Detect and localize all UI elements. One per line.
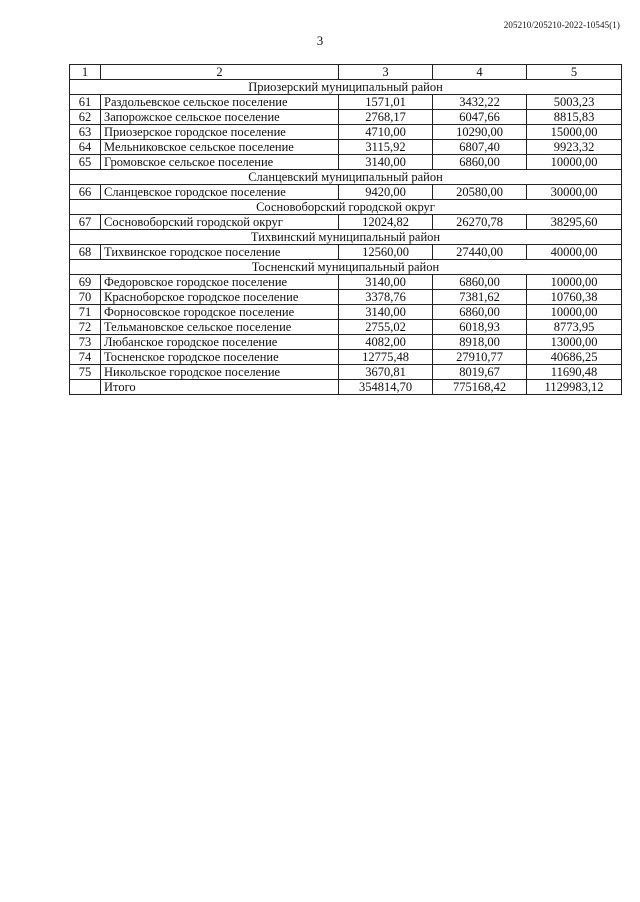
total-label: Итого xyxy=(101,380,339,395)
value-col-4: 3432,22 xyxy=(433,95,527,110)
value-col-3: 3115,92 xyxy=(339,140,433,155)
settlement-name: Никольское городское поселение xyxy=(101,365,339,380)
settlement-name: Федоровское городское поселение xyxy=(101,275,339,290)
value-col-5: 15000,00 xyxy=(527,125,622,140)
value-col-5: 8815,83 xyxy=(527,110,622,125)
value-col-4: 7381,62 xyxy=(433,290,527,305)
value-col-5: 40000,00 xyxy=(527,245,622,260)
table-row xyxy=(70,155,622,170)
value-col-3: 12024,82 xyxy=(339,215,433,230)
value-col-4: 20580,00 xyxy=(433,185,527,200)
budget-table xyxy=(69,64,622,395)
row-number: 62 xyxy=(70,110,101,125)
district-heading: Сланцевский муниципальный район xyxy=(70,170,622,185)
page-number: 3 xyxy=(316,33,324,48)
table-row xyxy=(70,185,622,200)
row-number: 75 xyxy=(70,365,101,380)
total-col-4: 775168,42 xyxy=(433,380,527,395)
row-number: 73 xyxy=(70,335,101,350)
group-header-row xyxy=(70,260,622,275)
value-col-5: 11690,48 xyxy=(527,365,622,380)
value-col-4: 10290,00 xyxy=(433,125,527,140)
document-id: 205210/205210-2022-10545(1) xyxy=(503,20,620,30)
district-heading: Тихвинский муниципальный район xyxy=(70,230,622,245)
table-row xyxy=(70,95,622,110)
value-col-4: 6047,66 xyxy=(433,110,527,125)
value-col-3: 3140,00 xyxy=(339,275,433,290)
table-row xyxy=(70,215,622,230)
table-row xyxy=(70,275,622,290)
value-col-3: 9420,00 xyxy=(339,185,433,200)
group-header-row xyxy=(70,80,622,95)
table-row xyxy=(70,245,622,260)
total-col-5: 1129983,12 xyxy=(527,380,622,395)
value-col-3: 4082,00 xyxy=(339,335,433,350)
value-col-5: 10760,38 xyxy=(527,290,622,305)
settlement-name: Раздольевское сельское поселение xyxy=(101,95,339,110)
table-row xyxy=(70,320,622,335)
value-col-3: 3140,00 xyxy=(339,305,433,320)
value-col-5: 38295,60 xyxy=(527,215,622,230)
settlement-name: Запорожское сельское поселение xyxy=(101,110,339,125)
district-heading: Сосновоборский городской округ xyxy=(70,200,622,215)
total-number xyxy=(70,380,101,395)
value-col-3: 3140,00 xyxy=(339,155,433,170)
table-row xyxy=(70,305,622,320)
settlement-name: Любанское городское поселение xyxy=(101,335,339,350)
settlement-name: Сосновоборский городской округ xyxy=(101,215,339,230)
row-number: 63 xyxy=(70,125,101,140)
district-heading: Тосненский муниципальный район xyxy=(70,260,622,275)
row-number: 74 xyxy=(70,350,101,365)
budget-table-body xyxy=(70,65,622,395)
row-number: 66 xyxy=(70,185,101,200)
value-col-3: 4710,00 xyxy=(339,125,433,140)
column-header: 3 xyxy=(339,65,433,80)
value-col-4: 27910,77 xyxy=(433,350,527,365)
value-col-5: 9923,32 xyxy=(527,140,622,155)
row-number: 65 xyxy=(70,155,101,170)
value-col-5: 10000,00 xyxy=(527,275,622,290)
value-col-3: 2768,17 xyxy=(339,110,433,125)
settlement-name: Тосненское городское поселение xyxy=(101,350,339,365)
value-col-4: 6860,00 xyxy=(433,305,527,320)
row-number: 71 xyxy=(70,305,101,320)
group-header-row xyxy=(70,200,622,215)
column-header: 2 xyxy=(101,65,339,80)
district-heading: Приозерский муниципальный район xyxy=(70,80,622,95)
table-row xyxy=(70,125,622,140)
row-number: 67 xyxy=(70,215,101,230)
value-col-5: 5003,23 xyxy=(527,95,622,110)
value-col-5: 13000,00 xyxy=(527,335,622,350)
table-row xyxy=(70,290,622,305)
value-col-4: 6807,40 xyxy=(433,140,527,155)
row-number: 72 xyxy=(70,320,101,335)
row-number: 69 xyxy=(70,275,101,290)
group-header-row xyxy=(70,230,622,245)
value-col-3: 3670,81 xyxy=(339,365,433,380)
column-header-row xyxy=(70,65,622,80)
table-row xyxy=(70,365,622,380)
total-row xyxy=(70,380,622,395)
value-col-4: 6860,00 xyxy=(433,155,527,170)
value-col-3: 2755,02 xyxy=(339,320,433,335)
value-col-4: 8019,67 xyxy=(433,365,527,380)
row-number: 70 xyxy=(70,290,101,305)
value-col-3: 1571,01 xyxy=(339,95,433,110)
settlement-name: Форносовское городское поселение xyxy=(101,305,339,320)
value-col-5: 10000,00 xyxy=(527,305,622,320)
table-row xyxy=(70,335,622,350)
settlement-name: Приозерское городское поселение xyxy=(101,125,339,140)
value-col-5: 30000,00 xyxy=(527,185,622,200)
value-col-4: 26270,78 xyxy=(433,215,527,230)
table-row xyxy=(70,140,622,155)
row-number: 64 xyxy=(70,140,101,155)
value-col-3: 3378,76 xyxy=(339,290,433,305)
value-col-4: 27440,00 xyxy=(433,245,527,260)
total-col-3: 354814,70 xyxy=(339,380,433,395)
value-col-4: 6860,00 xyxy=(433,275,527,290)
settlement-name: Красноборское городское поселение xyxy=(101,290,339,305)
settlement-name: Тихвинское городское поселение xyxy=(101,245,339,260)
settlement-name: Мельниковское сельское поселение xyxy=(101,140,339,155)
settlement-name: Сланцевское городское поселение xyxy=(101,185,339,200)
value-col-4: 8918,00 xyxy=(433,335,527,350)
row-number: 61 xyxy=(70,95,101,110)
value-col-5: 8773,95 xyxy=(527,320,622,335)
column-header: 5 xyxy=(527,65,622,80)
row-number: 68 xyxy=(70,245,101,260)
value-col-3: 12560,00 xyxy=(339,245,433,260)
value-col-4: 6018,93 xyxy=(433,320,527,335)
value-col-3: 12775,48 xyxy=(339,350,433,365)
value-col-5: 10000,00 xyxy=(527,155,622,170)
settlement-name: Тельмановское сельское поселение xyxy=(101,320,339,335)
settlement-name: Громовское сельское поселение xyxy=(101,155,339,170)
group-header-row xyxy=(70,170,622,185)
column-header: 1 xyxy=(70,65,101,80)
value-col-5: 40686,25 xyxy=(527,350,622,365)
table-row xyxy=(70,350,622,365)
column-header: 4 xyxy=(433,65,527,80)
table-row xyxy=(70,110,622,125)
